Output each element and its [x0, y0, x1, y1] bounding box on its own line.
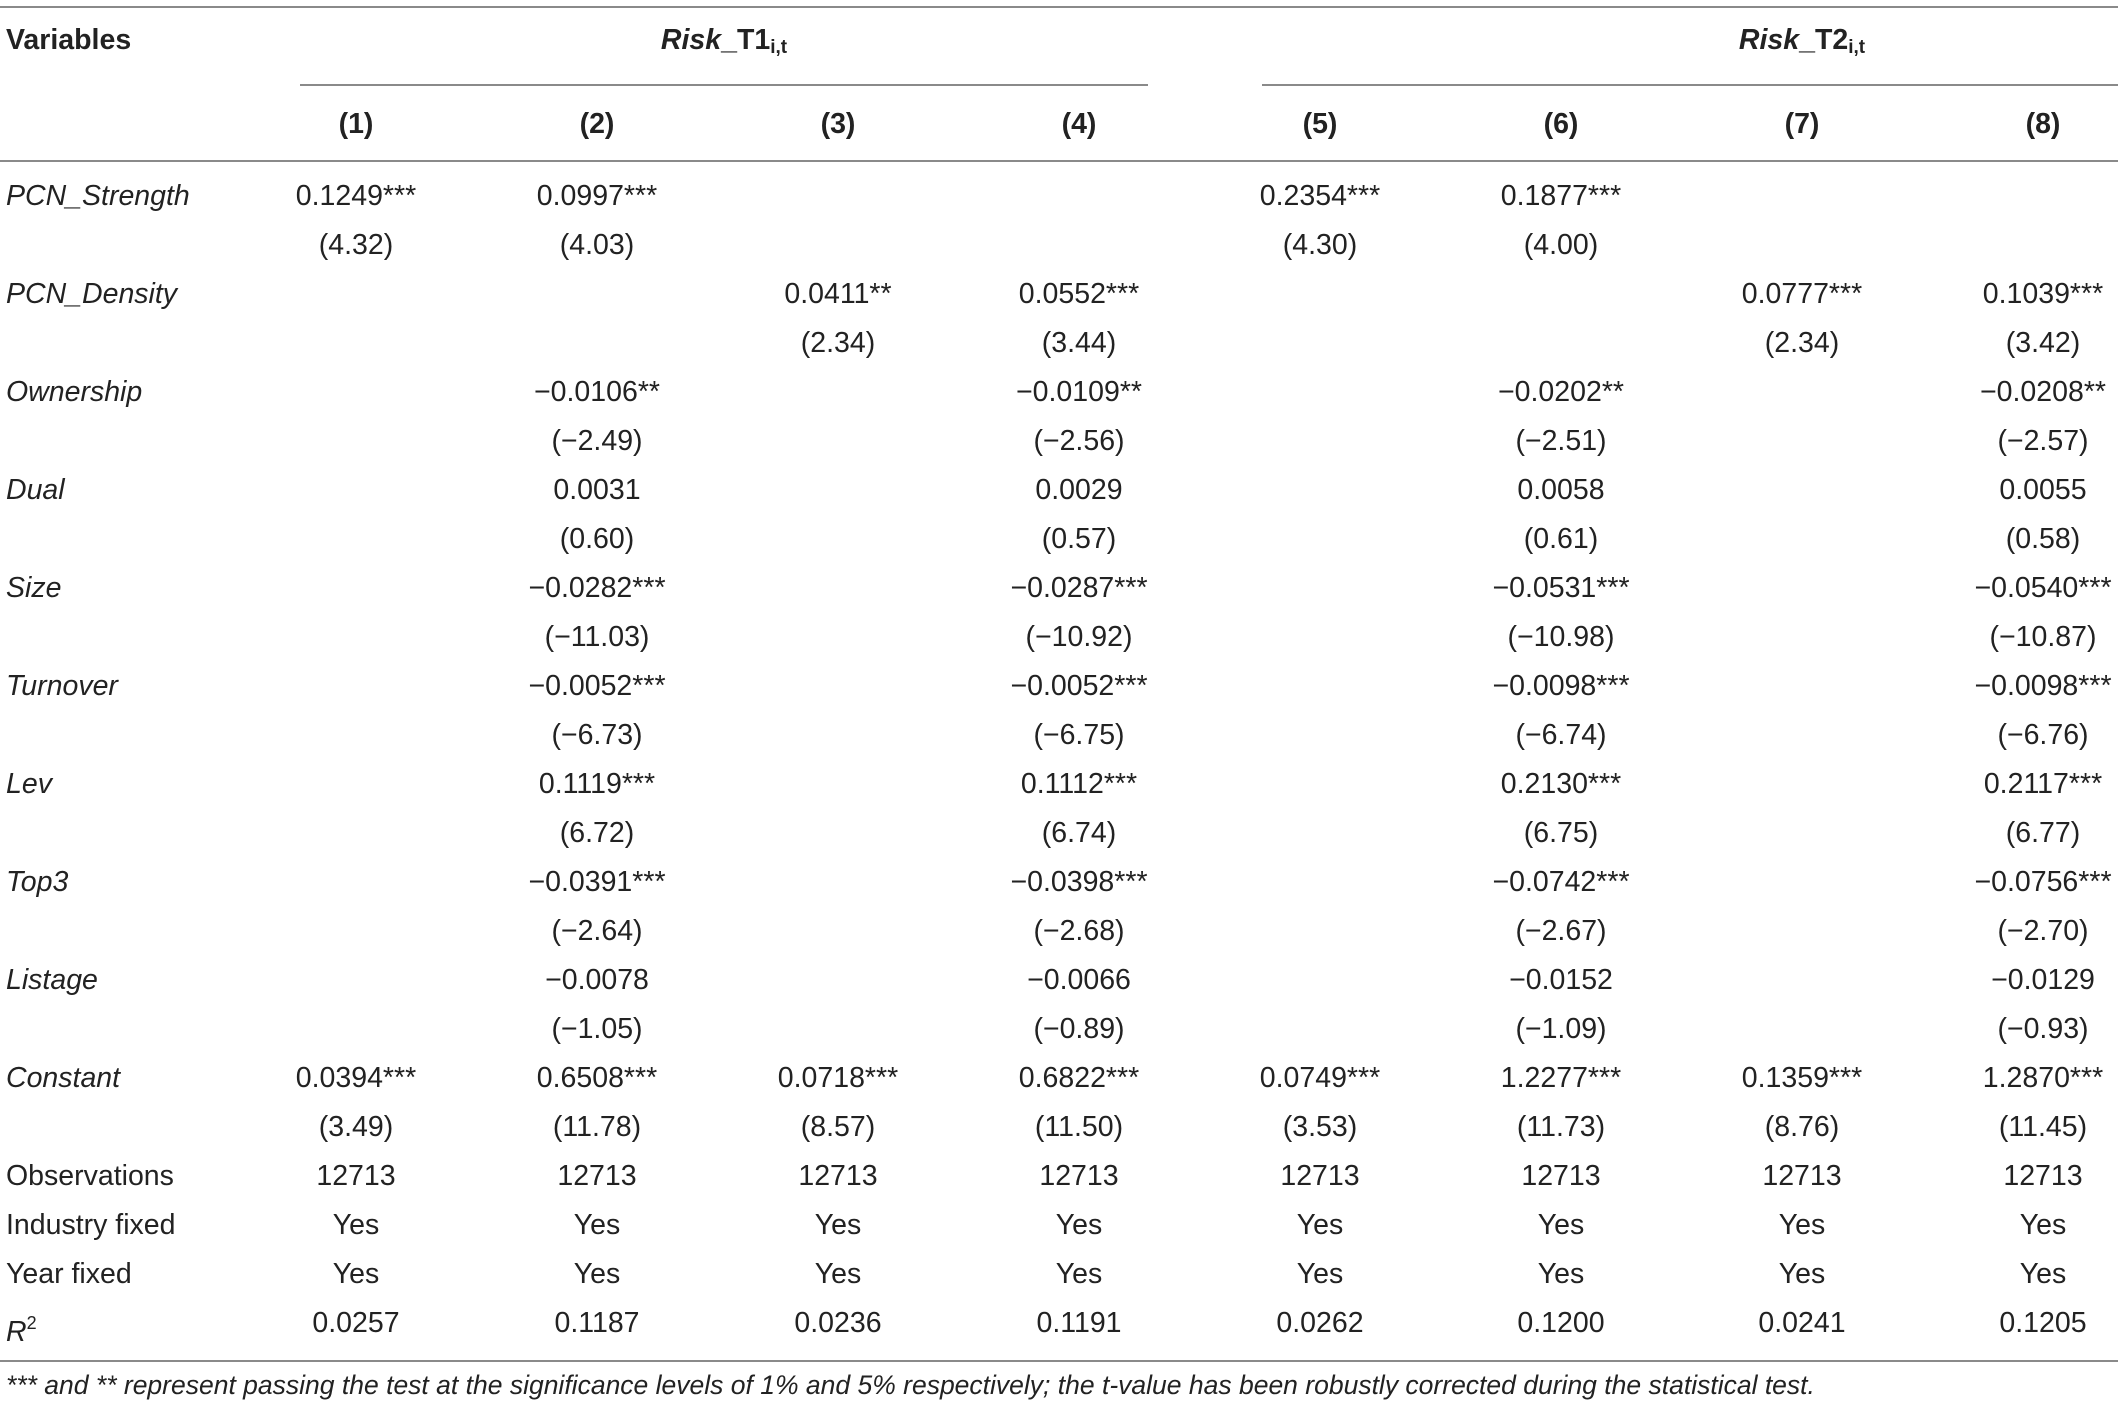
- table-cell: [236, 423, 476, 459]
- column-header-1: (1): [338, 108, 374, 140]
- table-cell: 0.0257: [312, 1307, 400, 1339]
- table-cell: 0.2117***: [1983, 768, 2103, 800]
- table-cell: (−2.51): [1515, 425, 1607, 457]
- table-cell: 0.1119***: [538, 768, 656, 800]
- variables-header: Variables: [6, 24, 132, 56]
- group2-prefix: Risk: [1738, 24, 1800, 56]
- table-cell: [1682, 913, 1922, 949]
- table-cell: [1923, 178, 2118, 214]
- table-cell: [718, 178, 958, 214]
- table-cell: −0.0152: [1509, 964, 1613, 996]
- table-cell: 0.0241: [1758, 1307, 1846, 1339]
- table-cell: (−6.76): [1997, 719, 2089, 751]
- table-cell: (6.75): [1523, 817, 1599, 849]
- row-label-text: Year fixed: [6, 1258, 132, 1290]
- table-cell: [1682, 766, 1922, 802]
- table-cell: Yes: [1296, 1258, 1344, 1290]
- table-cell: [1200, 521, 1440, 557]
- table-cell: [1682, 717, 1922, 753]
- row-label-text: Industry fixed: [6, 1209, 176, 1241]
- table-cell: 12713: [1039, 1160, 1119, 1192]
- table-cell: (4.32): [318, 229, 394, 261]
- table-cell: (8.76): [1764, 1111, 1840, 1143]
- table-cell: [1441, 325, 1681, 361]
- table-cell: [236, 815, 476, 851]
- table-cell: [718, 619, 958, 655]
- table-cell: −0.0540***: [1974, 572, 2112, 604]
- table-cell: [959, 178, 1199, 214]
- column-header-4: (4): [1061, 108, 1097, 140]
- table-cell: 12713: [2003, 1160, 2083, 1192]
- table-cell: 12713: [1280, 1160, 1360, 1192]
- table-cell: (0.60): [559, 523, 635, 555]
- table-cell: (0.61): [1523, 523, 1599, 555]
- table-cell: (−1.09): [1515, 1013, 1607, 1045]
- table-cell: 0.1200: [1517, 1307, 1605, 1339]
- table-cell: (11.73): [1516, 1111, 1606, 1143]
- table-cell: (−0.93): [1997, 1013, 2089, 1045]
- row-label-text: Ownership: [6, 376, 143, 408]
- table-cell: [1200, 276, 1440, 312]
- table-cell: [1200, 423, 1440, 459]
- group-header-risk-t2: [1262, 22, 2118, 66]
- table-cell: Yes: [2019, 1258, 2067, 1290]
- table-cell: [1682, 1011, 1922, 1047]
- table-cell: −0.0109**: [1016, 376, 1142, 408]
- table-cell: [718, 423, 958, 459]
- table-cell: [477, 325, 717, 361]
- table-cell: [1200, 325, 1440, 361]
- table-cell: [718, 1011, 958, 1047]
- table-cell: −0.0391***: [528, 866, 666, 898]
- column-header-2: (2): [579, 108, 615, 140]
- row-label-text: R: [6, 1316, 27, 1348]
- table-cell: [1200, 717, 1440, 753]
- table-cell: Yes: [1537, 1209, 1585, 1241]
- table-cell: [1441, 276, 1681, 312]
- table-cell: (8.57): [800, 1111, 876, 1143]
- table-cell: (−2.68): [1033, 915, 1125, 947]
- table-cell: [1682, 619, 1922, 655]
- top-rule: [0, 6, 2118, 8]
- table-cell: Yes: [1055, 1209, 1103, 1241]
- table-cell: [1682, 570, 1922, 606]
- column-header-7: (7): [1784, 108, 1820, 140]
- table-cell: (3.44): [1041, 327, 1117, 359]
- table-cell: [718, 227, 958, 263]
- table-cell: −0.0742***: [1492, 866, 1630, 898]
- table-cell: (−2.70): [1997, 915, 2089, 947]
- table-cell: (2.34): [800, 327, 876, 359]
- table-cell: −0.0129: [1991, 964, 2095, 996]
- table-cell: [236, 1011, 476, 1047]
- table-cell: [1682, 178, 1922, 214]
- table-cell: [1200, 570, 1440, 606]
- table-cell: [236, 668, 476, 704]
- table-cell: [718, 521, 958, 557]
- table-cell: [959, 227, 1199, 263]
- table-cell: [1200, 668, 1440, 704]
- table-cell: 0.0058: [1517, 474, 1605, 506]
- table-cell: Yes: [332, 1209, 380, 1241]
- table-footnote: *** and ** represent passing the test at the significance levels of 1% and 5% respectively; the t-value has been robustly corrected during the statistical test.: [6, 1370, 1815, 1400]
- table-cell: 0.0749***: [1259, 1062, 1381, 1094]
- row-label-text: Constant: [6, 1062, 121, 1094]
- table-cell: (−0.89): [1033, 1013, 1125, 1045]
- table-cell: (−6.73): [551, 719, 643, 751]
- table-cell: [236, 472, 476, 508]
- table-cell: [236, 766, 476, 802]
- table-cell: 0.0997***: [536, 180, 658, 212]
- table-cell: [1682, 668, 1922, 704]
- table-cell: 0.0777***: [1741, 278, 1863, 310]
- table-cell: [718, 766, 958, 802]
- table-cell: −0.0098***: [1492, 670, 1630, 702]
- table-cell: (4.03): [559, 229, 635, 261]
- table-cell: [236, 570, 476, 606]
- group1-prefix: Risk: [660, 24, 722, 56]
- table-cell: Yes: [1055, 1258, 1103, 1290]
- table-cell: (6.72): [559, 817, 635, 849]
- group2-suffix: _T2: [1799, 24, 1849, 56]
- table-cell: 0.0262: [1276, 1307, 1364, 1339]
- table-cell: 0.0552***: [1018, 278, 1140, 310]
- table-cell: [718, 962, 958, 998]
- table-cell: [236, 619, 476, 655]
- table-cell: [1682, 864, 1922, 900]
- table-cell: (−10.92): [1025, 621, 1133, 653]
- table-cell: −0.0287***: [1010, 572, 1148, 604]
- table-cell: (−2.57): [1997, 425, 2089, 457]
- table-cell: −0.0106**: [534, 376, 660, 408]
- table-cell: [718, 815, 958, 851]
- table-cell: (3.53): [1282, 1111, 1358, 1143]
- group1-subscript: i,t: [770, 37, 788, 58]
- table-cell: (−10.98): [1507, 621, 1615, 653]
- table-cell: [236, 864, 476, 900]
- table-cell: [1200, 472, 1440, 508]
- table-cell: [236, 962, 476, 998]
- table-cell: Yes: [814, 1258, 862, 1290]
- group2-subscript: i,t: [1848, 37, 1866, 58]
- table-cell: Yes: [1537, 1258, 1585, 1290]
- table-cell: [718, 570, 958, 606]
- table-cell: (−10.87): [1989, 621, 2097, 653]
- table-cell: −0.0066: [1027, 964, 1131, 996]
- table-cell: [718, 913, 958, 949]
- table-cell: [1682, 423, 1922, 459]
- table-cell: [1200, 374, 1440, 410]
- table-cell: −0.0756***: [1974, 866, 2112, 898]
- table-cell: [1200, 1011, 1440, 1047]
- table-cell: Yes: [573, 1258, 621, 1290]
- table-cell: [236, 325, 476, 361]
- row-label-superscript: 2: [26, 1313, 37, 1333]
- table-cell: [1200, 619, 1440, 655]
- table-cell: 0.0411**: [784, 278, 892, 310]
- table-cell: 0.2130***: [1500, 768, 1622, 800]
- table-cell: 0.1191: [1036, 1307, 1122, 1339]
- table-cell: 0.2354***: [1259, 180, 1381, 212]
- row-label-text: PCN_Strength: [6, 180, 190, 212]
- table-cell: 0.1877***: [1500, 180, 1622, 212]
- column-header-8: (8): [2025, 108, 2061, 140]
- table-cell: 0.1187: [554, 1307, 640, 1339]
- table-cell: 0.1112***: [1020, 768, 1138, 800]
- table-cell: [718, 374, 958, 410]
- table-cell: [1682, 815, 1922, 851]
- table-cell: (−6.75): [1033, 719, 1125, 751]
- table-cell: −0.0531***: [1492, 572, 1630, 604]
- table-cell: −0.0202**: [1498, 376, 1624, 408]
- table-cell: [1200, 766, 1440, 802]
- table-cell: Yes: [573, 1209, 621, 1241]
- table-cell: −0.0208**: [1980, 376, 2106, 408]
- table-cell: (−2.49): [551, 425, 643, 457]
- table-cell: [718, 668, 958, 704]
- table-cell: 12713: [798, 1160, 878, 1192]
- table-cell: 12713: [1521, 1160, 1601, 1192]
- table-cell: [1200, 913, 1440, 949]
- row-label-text: PCN_Density: [6, 278, 178, 310]
- table-cell: 12713: [557, 1160, 637, 1192]
- table-cell: [236, 276, 476, 312]
- table-cell: −0.0098***: [1974, 670, 2112, 702]
- row-label-text: Dual: [6, 474, 65, 506]
- table-cell: 0.1249***: [295, 180, 417, 212]
- table-cell: [1682, 521, 1922, 557]
- table-cell: [718, 864, 958, 900]
- table-cell: −0.0398***: [1010, 866, 1148, 898]
- table-cell: [718, 472, 958, 508]
- table-cell: −0.0052***: [528, 670, 666, 702]
- table-cell: (4.30): [1282, 229, 1358, 261]
- table-cell: 1.2870***: [1982, 1062, 2104, 1094]
- group1-suffix: _T1: [721, 24, 771, 56]
- table-cell: [236, 913, 476, 949]
- bottom-rule: [0, 1360, 2118, 1362]
- table-cell: 0.1205: [1999, 1307, 2087, 1339]
- row-label-text: Top3: [6, 866, 69, 898]
- table-cell: [1200, 962, 1440, 998]
- group-header-risk-t1: [300, 22, 1148, 66]
- table-cell: (11.45): [1998, 1111, 2088, 1143]
- table-cell: 0.6508***: [536, 1062, 658, 1094]
- row-label-text: Turnover: [6, 670, 118, 702]
- table-cell: (−2.64): [551, 915, 643, 947]
- table-cell: 0.0031: [553, 474, 641, 506]
- table-cell: Yes: [1296, 1209, 1344, 1241]
- table-cell: 12713: [316, 1160, 396, 1192]
- table-cell: (0.58): [2005, 523, 2081, 555]
- table-cell: [1682, 374, 1922, 410]
- table-cell: (2.34): [1764, 327, 1840, 359]
- table-cell: −0.0282***: [528, 572, 666, 604]
- table-cell: −0.0078: [545, 964, 649, 996]
- table-cell: Yes: [332, 1258, 380, 1290]
- table-cell: 0.1359***: [1741, 1062, 1863, 1094]
- table-cell: 0.0236: [794, 1307, 882, 1339]
- table-cell: (11.78): [552, 1111, 642, 1143]
- table-cell: 0.0718***: [777, 1062, 899, 1094]
- header-bottom-rule: [0, 160, 2118, 162]
- table-cell: (3.42): [2005, 327, 2081, 359]
- table-cell: 0.1039***: [1982, 278, 2104, 310]
- table-cell: Yes: [1778, 1258, 1826, 1290]
- table-cell: [1682, 227, 1922, 263]
- table-cell: Yes: [1778, 1209, 1826, 1241]
- table-cell: 0.0055: [1999, 474, 2087, 506]
- table-cell: 0.6822***: [1018, 1062, 1140, 1094]
- table-cell: [477, 276, 717, 312]
- table-cell: (11.50): [1034, 1111, 1124, 1143]
- table-cell: −0.0052***: [1010, 670, 1148, 702]
- table-cell: (−11.03): [544, 621, 650, 653]
- table-cell: [718, 717, 958, 753]
- row-label-text: Size: [6, 572, 62, 604]
- group1-rule: [300, 84, 1148, 86]
- row-label-text: Lev: [6, 768, 52, 800]
- table-cell: (3.49): [318, 1111, 394, 1143]
- group2-rule: [1262, 84, 2118, 86]
- table-cell: [1200, 864, 1440, 900]
- table-cell: Yes: [814, 1209, 862, 1241]
- column-header-6: (6): [1543, 108, 1579, 140]
- row-label-text: Listage: [6, 964, 98, 996]
- table-cell: (−2.67): [1515, 915, 1607, 947]
- table-cell: (−2.56): [1033, 425, 1125, 457]
- column-header-5: (5): [1302, 108, 1338, 140]
- table-cell: (4.00): [1523, 229, 1599, 261]
- table-cell: 1.2277***: [1500, 1062, 1622, 1094]
- table-cell: (0.57): [1041, 523, 1117, 555]
- table-cell: [236, 717, 476, 753]
- row-label-text: Observations: [6, 1160, 174, 1192]
- table-cell: (−6.74): [1515, 719, 1607, 751]
- table-cell: [1200, 815, 1440, 851]
- table-cell: [1682, 962, 1922, 998]
- table-cell: [1923, 227, 2118, 263]
- table-cell: 12713: [1762, 1160, 1842, 1192]
- table-cell: 0.0394***: [295, 1062, 417, 1094]
- column-header-3: (3): [820, 108, 856, 140]
- table-cell: [1682, 472, 1922, 508]
- table-cell: (−1.05): [551, 1013, 643, 1045]
- table-cell: [236, 521, 476, 557]
- table-cell: [236, 374, 476, 410]
- table-cell: Yes: [2019, 1209, 2067, 1241]
- table-cell: (6.74): [1041, 817, 1117, 849]
- table-cell: 0.0029: [1035, 474, 1123, 506]
- table-cell: (6.77): [2005, 817, 2081, 849]
